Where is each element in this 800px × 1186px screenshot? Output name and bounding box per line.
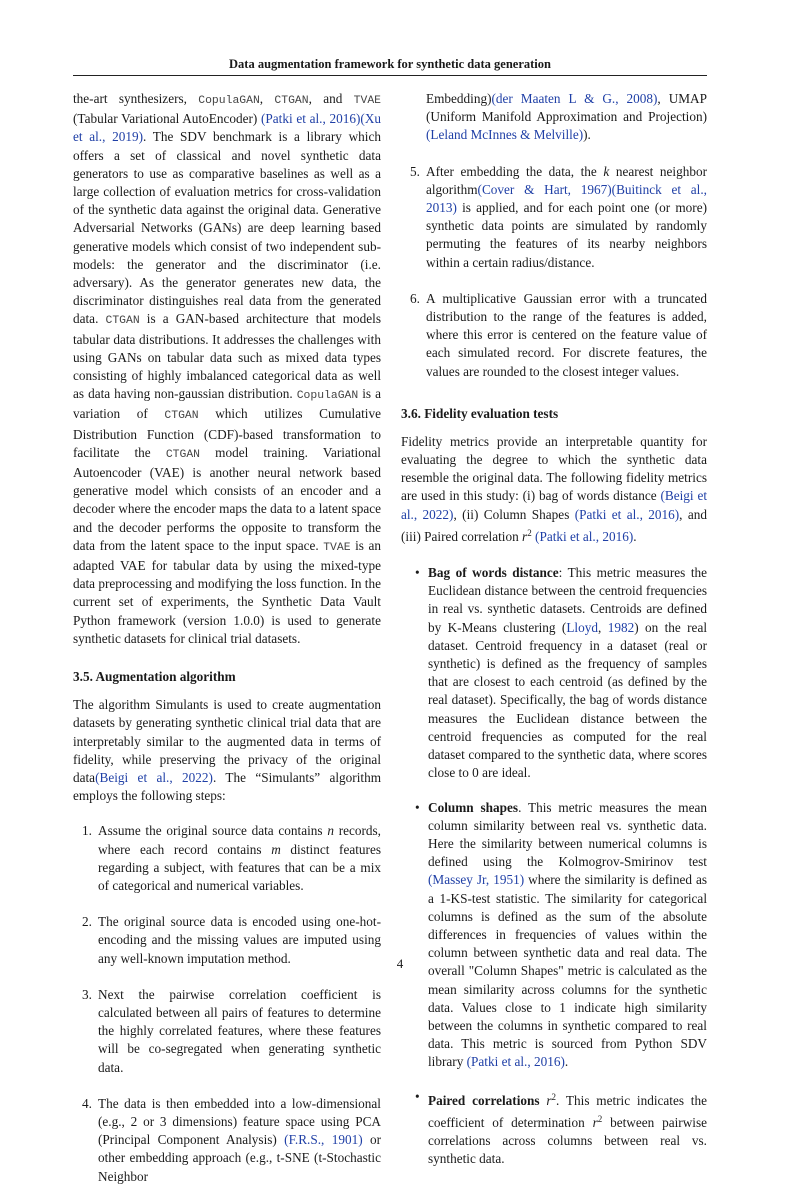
citation-link[interactable]: (Massey Jr, 1951) bbox=[428, 872, 525, 888]
citation-link[interactable]: (Patki et al., 2016) bbox=[535, 528, 634, 544]
page-number: 4 bbox=[396, 956, 404, 971]
code-copulagan: CopulaGAN bbox=[198, 95, 260, 107]
citation-link[interactable]: (F.R.S., 1901) bbox=[284, 1132, 363, 1148]
metric-paired-correlations: • Paired correlations $r^2$. This metric indicates the coefficient of determination $r^2$ between pairwise correlations across columns between real vs. synthetic data. bbox=[415, 1088, 708, 1167]
paragraph-sdv-models: the-art synthesizers, CopulaGAN, CTGAN, and TVAE (Tabular Variational AutoEncoder) (Patki et al., 2016)(Xu et al., 2019). The SDV benchmark is a library which offers a set of classical and novel synthetic data generators to use as comparative baselines as well as a large collection of evaluation metrics for cross-validation of the synthetic data against the original data. Generative Adversarial Networks (GANs) are deep learning based generative models which consist of two independent sub-models: the generator and the discriminator (i.e. adversary). As the generator generates new data, the discriminator distinguishes real data from the generated data. CTGAN is a GAN-based architecture that models tabular data distributions. It addresses the challenges with using GANs on tabular data such as mixed data types consisting of highly imbalanced categorical data as well as data having non-gaussian distribution. CopulaGAN is a variation of CTGAN which utilizes Cumulative Distribution Function (CDF)-based transformation to facilitate the CTGAN model training. Variational Autoencoder (VAE) is another neural network based generative model which consists of an encoder and a decoder where the encoder maps the data to a latent space and the decoder performs the opposite to transform the data from the latent space to the input space. TVAE is an adapted VAE for tabular data by using the mixed-type data preprocessing and modifying the loss function. In the current set of experiments, the Synthetic Data Vault Python framework (version 1.0.0) is used to generate synthetic datasets for clinical trial datasets. bbox=[73, 91, 382, 646]
citation-link[interactable]: (Patki et al., 2016) bbox=[466, 1054, 565, 1070]
code-tvae: TVAE bbox=[353, 95, 382, 107]
fidelity-metrics-list bbox=[401, 564, 707, 1168]
citation-link[interactable]: (Beigi et al., 2022) bbox=[401, 488, 708, 522]
citation-link[interactable]: Lloyd bbox=[566, 619, 598, 635]
code-tvae: TVAE bbox=[323, 541, 351, 554]
citation-link[interactable]: (der Maaten L & G., 2008) bbox=[491, 91, 658, 106]
citation-link[interactable]: 1982 bbox=[607, 619, 635, 635]
citation-link[interactable]: (Xu et al., 2019) bbox=[73, 111, 382, 145]
paragraph-augmentation-intro: The algorithm Simulants is used to create augmentation datasets by generating synthetic clinical trial data that are interpretably similar to the augmented data in terms of fidelity, while preserving the privacy of the original data(Beigi et al., 2022). The “Simulants” algorithm employs the following steps: bbox=[73, 697, 381, 804]
left-column bbox=[73, 90, 381, 1186]
citation-link[interactable]: (Cover & Hart, 1967) bbox=[477, 181, 612, 197]
metric-column-shapes: • Column shapes. This metric measures the mean column similarity between real vs. synthetic data. Here the similarity between numerical columns is defined using the Kolmogrov-Smirinov test (Massey Jr, 1951) where the similarity is defined as a 1-KS-test statistic. The similarity for categorical columns is defined as the sum of the absolute differences in frequencies of values within the column between synthetic data and real data. The overall "Column Shapes" metric is calculated as the mean similarity across columns for the synthetic data. Values close to 1 indicate high similarity between the columns in synthetic compared to real data. This metric is sourced from Python SDV library (Patki et al., 2016). bbox=[415, 799, 707, 1070]
algorithm-steps-continued bbox=[401, 163, 707, 381]
algorithm-step: 3. Next the pairwise correlation coefficient is calculated between all pairs of features to determine the highly correlated features, where these features will be co-segregated when generating synthetic data. bbox=[82, 986, 381, 1075]
citation-link[interactable]: (Buitinck et al., 2013) bbox=[426, 181, 707, 216]
section-heading-augmentation: 3.5. Augmentation algorithm bbox=[73, 669, 236, 685]
algorithm-steps bbox=[73, 822, 381, 1185]
algorithm-step: 1. Assume the original source data contains n records, where each record contains m distinct features regarding a subject, with features that can be a mix of categorical and numerical variables. bbox=[82, 823, 381, 893]
code-ctgan: CTGAN bbox=[164, 410, 199, 423]
citation-link[interactable]: (Patki et al., 2016) bbox=[574, 506, 680, 522]
step4-continuation: Embedding)(der Maaten L & G., 2008), UMAP (Uniform Manifold Approximation and Projection) (Leland McInnes & Melville)). bbox=[426, 91, 707, 143]
citation-link[interactable]: (Beigi et al., 2022) bbox=[95, 769, 213, 785]
algorithm-step: 4. The data is then embedded into a low-dimensional (e.g., 2 or 3 dimensions) feature space using PCA (Principal Component Analysis) (F.R.S., 1901) or other embedding approach (e.g., t-SNE (t-Stochastic Neighbor bbox=[82, 1095, 381, 1184]
code-copulagan: CopulaGAN bbox=[296, 390, 359, 403]
code-ctgan: CTGAN bbox=[165, 448, 201, 461]
citation-link[interactable]: (Patki et al., 2016) bbox=[261, 111, 361, 127]
code-ctgan: CTGAN bbox=[274, 95, 309, 107]
section-heading-fidelity: 3.6. Fidelity evaluation tests bbox=[401, 405, 559, 421]
right-column bbox=[401, 90, 707, 1168]
algorithm-step: 2. The original source data is encoded using one-hot-encoding and the missing values are imputed using any well-known imputation method. bbox=[82, 914, 381, 966]
paragraph-fidelity-intro: Fidelity metrics provide an interpretable quantity for evaluating the degree to which the synthetic data resemble the original data. The following fidelity metrics are used in this study: (i) bag of words distance (Beigi et al., 2022), (ii) Column Shapes (Patki et al., 2016), and (iii) Paired correlation $r^2$ (Patki et al., 2016). bbox=[401, 433, 708, 544]
metric-bag-of-words: • Bag of words distance: This metric measures the Euclidean distance between the centroid frequencies in real vs. synthetic datasets. Centroids are defined by K-Means clustering (Lloyd, 1982) on the real dataset. Centroid frequency in a dataset (real or synthetic) is defined as the frequency of samples that are closest to each centroid (as defined by the real dataset). Specifically, the bag of words distance measures the Euclidean distance between the centroid frequencies as computed for the real dataset compared to the synthetic data, where scores close to 0 are ideal. bbox=[415, 565, 708, 781]
algorithm-step: 6. A multiplicative Gaussian error with a truncated distribution to the range of the features is added, where this error is centered on the feature value of each simulated record. For discrete features, the values are rounded to the closest integer values. bbox=[410, 290, 707, 379]
header-rule bbox=[73, 75, 707, 76]
code-ctgan: CTGAN bbox=[105, 315, 140, 328]
running-head: Data augmentation framework for synthetic data generation bbox=[229, 57, 551, 71]
citation-link[interactable]: (Leland McInnes & Melville) bbox=[426, 127, 584, 143]
algorithm-step: 5. After embedding the data, the k nearest neighbor algorithm(Cover & Hart, 1967)(Buitinck et al., 2013) is applied, and for each point one (or more) synthetic data points are simulated by randomly permuting the features of its nearby neighbors within a certain radius/distance. bbox=[410, 163, 707, 270]
